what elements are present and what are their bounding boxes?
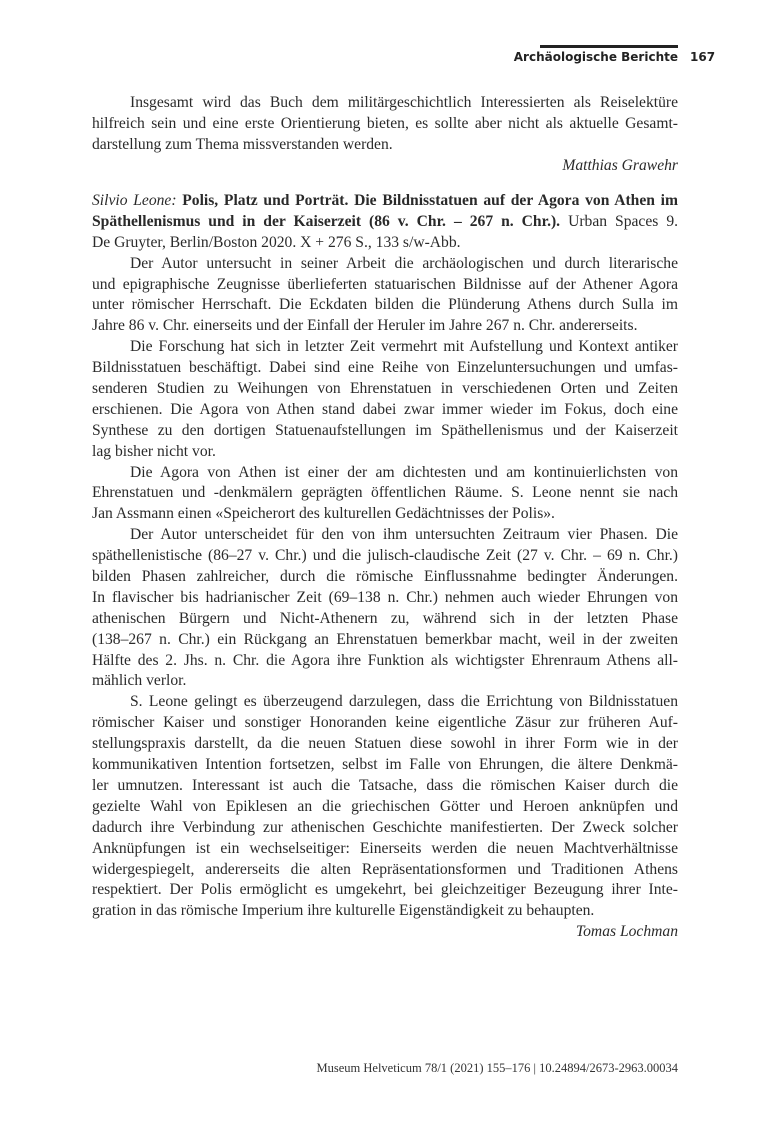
paragraph (92, 463, 678, 526)
text-line: Ehrenstatuen und -denkmälern geprägten öffentlichen Räume. S. Leone nennt sie nach (92, 484, 678, 502)
text-line: kommunikativen Intention fortsetzen, selbst im Falle von Ehrungen, die ältere Denkmä- (92, 756, 678, 774)
text-line: dadurch ihre Verbindung zur athenischen Geschichte manifestierten. Der Zweck solcher (92, 818, 678, 836)
text-line: späthellenistische (86–27 v. Chr.) und die julisch-claudische Zeit (27 v. Chr. – 69 n. Chr.) (92, 547, 678, 565)
text-line: Bildnisstatuen beschäftigt. Dabei sind eine Reihe von Einzeluntersuchungen und umfas- (92, 359, 678, 377)
reviewer-signature: Matthias Grawehr (562, 156, 678, 174)
review-2 (92, 191, 678, 943)
text-line: Der Autor unterscheidet für den von ihm untersuchten Zeitraum vier Phasen. Die (130, 526, 678, 544)
text-line: stellungspraxis darstellt, da die neuen Statuen diese sowohl in ihrer Form wie in der (92, 735, 678, 753)
running-header: Archäologische Berichte (513, 50, 678, 64)
text-line: bilden Phasen zahlreicher, durch die römische Einflussnahme bedingter Änderungen. (92, 568, 678, 586)
book-title-cont: Späthellenismus und in der Kaiserzeit (86 v. Chr. – 267 n. Chr.). (92, 212, 561, 230)
paragraph (92, 692, 678, 922)
text-line: Anknüpfungen ist ein wechselseitiger: Einerseits werden die neuen Machtverhältnisse (92, 839, 678, 857)
text-line: senderen Studien zu Weihungen von Ehrenstatuen in verschiedenen Orten und Zeiten (92, 380, 678, 398)
text-line: erschienen. Die Agora von Athen stand dabei zwar immer wieder im Fokus, doch eine (92, 400, 678, 418)
text-line: Die Forschung hat sich in letzter Zeit vermehrt mit Aufstellung und Kontext antiker (130, 338, 678, 356)
citation-line-1 (92, 191, 678, 212)
text-line: Hälfte des 2. Jhs. n. Chr. die Agora ihre Funktion als wichtigster Ehrenraum Athens all- (92, 651, 678, 669)
text-line: widergespiegelt, andererseits die alten Repräsentationsformen und Traditionen Athens (92, 860, 678, 878)
text-line: gezielte Wahl von Epiklesen an die griechischen Götter und Heroen anknüpfen und (92, 797, 678, 815)
text-line: gration in das römische Imperium ihre kulturelle Eigenständigkeit zu behaupten. (92, 902, 595, 920)
review-1 (92, 93, 678, 177)
book-author: Silvio Leone: (92, 192, 177, 209)
text-line: athenischen Bürgern und Nicht-Athenern zu, während sich in der letzten Phase (92, 609, 678, 627)
text-line: Jahre 86 v. Chr. einerseits und der Einfall der Heruler im Jahre 267 n. Chr. andererseits. (92, 317, 638, 335)
text-line: (138–267 n. Chr.) ein Rückgang an Ehrenstatuen bemerkbar macht, weil in der zweiten (92, 630, 678, 648)
citation-line-2 (92, 212, 678, 233)
text-line: unter römischer Herrschaft. Die Eckdaten bilden die Plünderung Athens durch Sulla im (92, 296, 678, 314)
page-number: 167 (690, 50, 716, 64)
book-series: Urban Spaces 9. (568, 212, 678, 230)
book-title: Polis, Platz und Porträt. Die Bildnisstatuen auf der Agora von Athen im (182, 192, 678, 209)
header-rule (540, 45, 678, 48)
text-line: römischer Kaiser und sonstiger Honoranden keine eigentliche Zäsur zur früheren Auf- (92, 714, 678, 732)
page-footer: Museum Helveticum 78/1 (2021) 155–176 | 10.24894/2673-2963.00034 (316, 1061, 678, 1075)
review-body (92, 254, 678, 923)
text-line: Die Agora von Athen ist einer der am dichtesten und am kontinuierlichsten von (130, 463, 678, 481)
text-line: S. Leone gelingt es überzeugend darzulegen, dass die Errichtung von Bildnisstatuen (130, 693, 678, 711)
text-line: ler umnutzen. Interessant ist auch die Tatsache, dass die römischen Kaiser durch die (92, 776, 678, 794)
text-line: mählich verlor. (92, 672, 187, 690)
text-line: und epigraphische Zeugnisse überlieferten statuarischen Bildnisse auf der Athener Agora (92, 275, 678, 293)
text-line: Jan Assmann einen «Speicherort des kulturellen Gedächtnisses der Polis». (92, 505, 555, 523)
text-line: In flavischer bis hadrianischer Zeit (69–138 n. Chr.) nehmen auch wieder Ehrungen von (92, 588, 678, 606)
text-line: darstellung zum Thema missverstanden werden. (92, 135, 393, 153)
text-line: respektiert. Der Polis ermöglicht es umgekehrt, bei gleichzeitiger Bezeugung ihrer Inte- (92, 881, 678, 899)
text-line: lag bisher nicht vor. (92, 442, 216, 460)
paragraph (92, 337, 678, 462)
text-line: Synthese zu den dortigen Statuenaufstellungen im Späthellenismus und der Kaiserzeit (92, 421, 678, 439)
text-line: Insgesamt wird das Buch dem militärgeschichtlich Interessierten als Reiselektüre (130, 94, 678, 111)
citation-line-3: De Gruyter, Berlin/Boston 2020. X + 276 S., 133 s/w-Abb. (92, 233, 461, 251)
paragraph (92, 525, 678, 692)
text-line: Der Autor untersucht in seiner Arbeit die archäologischen und durch literarische (130, 254, 678, 272)
paragraph (92, 254, 678, 338)
text-line: hilfreich sein und eine erste Orientierung bieten, es sollte aber nicht als aktuelle Gesamt- (92, 114, 678, 132)
reviewer-signature: Tomas Lochman (575, 923, 678, 941)
